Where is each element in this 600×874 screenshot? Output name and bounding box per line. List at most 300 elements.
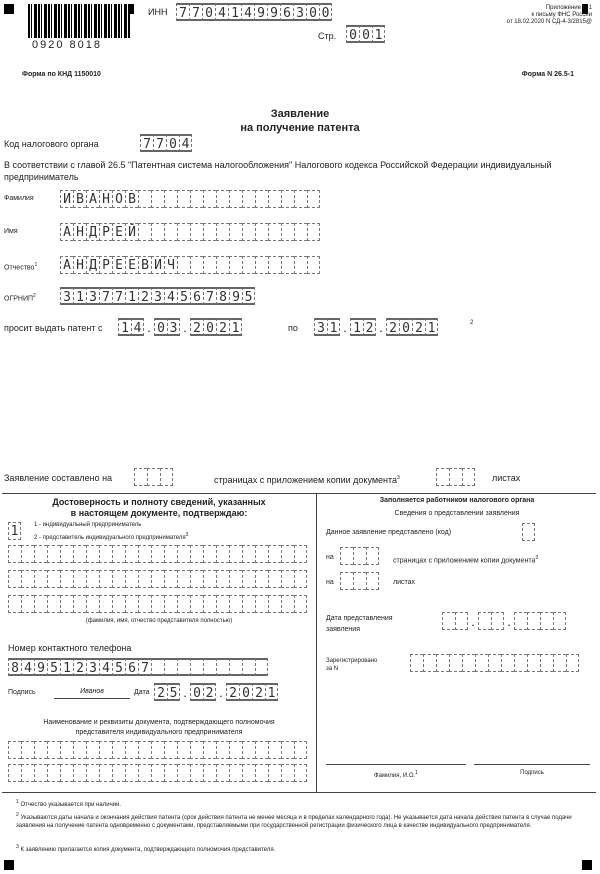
inn-field[interactable] — [176, 3, 332, 21]
char-cell[interactable] — [34, 545, 47, 563]
char-cell[interactable] — [34, 595, 47, 613]
char-cell[interactable]: 0 — [203, 318, 216, 336]
char-cell[interactable] — [522, 523, 535, 541]
char-cell[interactable] — [366, 572, 379, 590]
char-cell[interactable] — [125, 570, 138, 588]
char-cell[interactable] — [190, 741, 203, 759]
char-cell[interactable]: 7 — [153, 134, 166, 152]
char-cell[interactable] — [112, 570, 125, 588]
char-cell[interactable]: Й — [125, 223, 138, 241]
char-cell[interactable]: А — [60, 223, 73, 241]
char-cell[interactable] — [190, 658, 203, 676]
char-cell[interactable] — [242, 595, 255, 613]
char-cell[interactable] — [488, 654, 501, 672]
char-cell[interactable]: 5 — [47, 658, 60, 676]
char-cell[interactable] — [216, 190, 229, 208]
char-cell[interactable] — [294, 256, 307, 274]
char-cell[interactable]: 8 — [8, 658, 21, 676]
char-cell[interactable] — [514, 612, 527, 630]
char-cell[interactable] — [151, 223, 164, 241]
char-cell[interactable]: 3 — [314, 318, 327, 336]
char-cell[interactable] — [410, 654, 423, 672]
char-cell[interactable] — [60, 545, 73, 563]
char-cell[interactable] — [164, 741, 177, 759]
char-cell[interactable] — [242, 256, 255, 274]
char-cell[interactable] — [229, 570, 242, 588]
char-cell[interactable] — [229, 764, 242, 782]
phone-field[interactable] — [8, 658, 268, 676]
char-cell[interactable]: 3 — [151, 287, 164, 305]
char-cell[interactable] — [47, 570, 60, 588]
char-cell[interactable] — [442, 612, 455, 630]
char-cell[interactable] — [190, 190, 203, 208]
char-cell[interactable]: 2 — [252, 683, 265, 701]
char-cell[interactable] — [491, 612, 504, 630]
char-cell[interactable] — [164, 595, 177, 613]
date-to-field[interactable] — [314, 318, 438, 336]
char-cell[interactable] — [34, 570, 47, 588]
char-cell[interactable] — [281, 764, 294, 782]
char-cell[interactable] — [138, 190, 151, 208]
char-cell[interactable] — [203, 741, 216, 759]
char-cell[interactable]: 3 — [86, 287, 99, 305]
char-cell[interactable] — [125, 595, 138, 613]
char-cell[interactable] — [281, 741, 294, 759]
char-cell[interactable] — [540, 654, 553, 672]
char-cell[interactable]: 1 — [425, 318, 438, 336]
char-cell[interactable] — [47, 545, 60, 563]
char-cell[interactable] — [160, 468, 173, 486]
char-cell[interactable] — [86, 595, 99, 613]
char-cell[interactable]: 2 — [386, 318, 399, 336]
char-cell[interactable] — [112, 764, 125, 782]
char-cell[interactable]: 9 — [229, 287, 242, 305]
char-cell[interactable] — [177, 545, 190, 563]
char-cell[interactable]: А — [86, 190, 99, 208]
char-cell[interactable] — [242, 658, 255, 676]
char-cell[interactable] — [177, 658, 190, 676]
char-cell[interactable] — [190, 570, 203, 588]
char-cell[interactable] — [255, 256, 268, 274]
char-cell[interactable] — [86, 545, 99, 563]
char-cell[interactable] — [229, 595, 242, 613]
char-cell[interactable]: 2 — [154, 683, 167, 701]
char-cell[interactable] — [112, 595, 125, 613]
char-cell[interactable] — [203, 764, 216, 782]
char-cell[interactable] — [8, 545, 21, 563]
char-cell[interactable] — [353, 572, 366, 590]
char-cell[interactable]: 6 — [280, 3, 293, 21]
char-cell[interactable] — [177, 223, 190, 241]
char-cell[interactable] — [190, 764, 203, 782]
char-cell[interactable] — [281, 570, 294, 588]
char-cell[interactable] — [34, 764, 47, 782]
char-cell[interactable]: Н — [73, 256, 86, 274]
char-cell[interactable] — [281, 190, 294, 208]
char-cell[interactable] — [86, 570, 99, 588]
char-cell[interactable]: Н — [99, 190, 112, 208]
char-cell[interactable]: 6 — [190, 287, 203, 305]
char-cell[interactable] — [242, 764, 255, 782]
char-cell[interactable] — [73, 595, 86, 613]
char-cell[interactable] — [134, 468, 147, 486]
char-cell[interactable] — [138, 223, 151, 241]
char-cell[interactable] — [151, 595, 164, 613]
char-cell[interactable] — [242, 190, 255, 208]
char-cell[interactable] — [423, 654, 436, 672]
char-cell[interactable] — [99, 570, 112, 588]
char-cell[interactable] — [99, 764, 112, 782]
char-cell[interactable] — [281, 545, 294, 563]
char-cell[interactable] — [177, 570, 190, 588]
char-cell[interactable] — [190, 545, 203, 563]
char-cell[interactable] — [216, 570, 229, 588]
char-cell[interactable] — [203, 256, 216, 274]
char-cell[interactable] — [307, 190, 320, 208]
char-cell[interactable] — [147, 468, 160, 486]
char-cell[interactable] — [190, 256, 203, 274]
char-cell[interactable] — [255, 658, 268, 676]
char-cell[interactable] — [177, 764, 190, 782]
char-cell[interactable]: 0 — [399, 318, 412, 336]
char-cell[interactable]: 4 — [21, 658, 34, 676]
char-cell[interactable]: 3 — [60, 287, 73, 305]
char-cell[interactable]: 3 — [293, 3, 306, 21]
char-cell[interactable] — [177, 741, 190, 759]
char-cell[interactable] — [294, 190, 307, 208]
pages-field[interactable] — [134, 468, 173, 486]
char-cell[interactable] — [268, 764, 281, 782]
char-cell[interactable] — [540, 612, 553, 630]
char-cell[interactable] — [203, 595, 216, 613]
char-cell[interactable] — [294, 570, 307, 588]
char-cell[interactable]: 0 — [306, 3, 319, 21]
char-cell[interactable] — [99, 741, 112, 759]
char-cell[interactable] — [242, 570, 255, 588]
char-cell[interactable]: 4 — [179, 134, 192, 152]
char-cell[interactable]: Д — [86, 256, 99, 274]
char-cell[interactable] — [255, 223, 268, 241]
char-cell[interactable]: В — [138, 256, 151, 274]
char-cell[interactable] — [307, 256, 320, 274]
char-cell[interactable] — [164, 190, 177, 208]
char-cell[interactable] — [151, 741, 164, 759]
char-cell[interactable]: 0 — [166, 134, 179, 152]
char-cell[interactable]: 2 — [190, 318, 203, 336]
char-cell[interactable] — [501, 654, 514, 672]
char-cell[interactable] — [21, 764, 34, 782]
char-cell[interactable]: 5 — [112, 658, 125, 676]
char-cell[interactable] — [151, 190, 164, 208]
char-cell[interactable] — [8, 741, 21, 759]
char-cell[interactable] — [353, 547, 366, 565]
char-cell[interactable]: 5 — [177, 287, 190, 305]
char-cell[interactable] — [229, 190, 242, 208]
char-cell[interactable] — [294, 545, 307, 563]
char-cell[interactable] — [216, 256, 229, 274]
char-cell[interactable] — [216, 764, 229, 782]
char-cell[interactable]: 4 — [99, 658, 112, 676]
document-field[interactable] — [8, 741, 307, 759]
char-cell[interactable] — [255, 595, 268, 613]
received-sheets-field[interactable] — [340, 572, 379, 590]
registration-number-field[interactable] — [410, 654, 579, 672]
char-cell[interactable] — [47, 741, 60, 759]
char-cell[interactable] — [47, 764, 60, 782]
char-cell[interactable] — [177, 256, 190, 274]
char-cell[interactable]: 0 — [154, 318, 167, 336]
char-cell[interactable] — [449, 654, 462, 672]
char-cell[interactable]: 1 — [60, 658, 73, 676]
char-cell[interactable] — [60, 741, 73, 759]
char-cell[interactable]: О — [112, 190, 125, 208]
char-cell[interactable] — [8, 595, 21, 613]
char-cell[interactable] — [268, 595, 281, 613]
char-cell[interactable] — [281, 256, 294, 274]
char-cell[interactable] — [229, 256, 242, 274]
char-cell[interactable] — [294, 741, 307, 759]
char-cell[interactable] — [125, 741, 138, 759]
sign-date-field[interactable] — [154, 683, 278, 701]
char-cell[interactable] — [242, 223, 255, 241]
name-field[interactable] — [60, 223, 320, 241]
char-cell[interactable] — [86, 764, 99, 782]
char-cell[interactable] — [73, 545, 86, 563]
char-cell[interactable] — [268, 570, 281, 588]
representative-fio-field[interactable] — [8, 595, 307, 613]
char-cell[interactable] — [281, 595, 294, 613]
char-cell[interactable]: 5 — [242, 287, 255, 305]
char-cell[interactable]: 1 — [327, 318, 340, 336]
char-cell[interactable] — [138, 764, 151, 782]
char-cell[interactable]: 2 — [216, 318, 229, 336]
char-cell[interactable]: Е — [112, 256, 125, 274]
char-cell[interactable] — [164, 570, 177, 588]
char-cell[interactable]: 6 — [125, 658, 138, 676]
presented-date-field[interactable] — [442, 612, 566, 630]
char-cell[interactable] — [203, 658, 216, 676]
char-cell[interactable] — [449, 468, 462, 486]
char-cell[interactable] — [216, 595, 229, 613]
char-cell[interactable] — [475, 654, 488, 672]
char-cell[interactable] — [566, 654, 579, 672]
char-cell[interactable] — [8, 764, 21, 782]
char-cell[interactable] — [514, 654, 527, 672]
char-cell[interactable] — [21, 570, 34, 588]
char-cell[interactable] — [151, 570, 164, 588]
char-cell[interactable] — [478, 612, 491, 630]
char-cell[interactable] — [216, 223, 229, 241]
char-cell[interactable] — [229, 545, 242, 563]
char-cell[interactable] — [216, 741, 229, 759]
char-cell[interactable]: 9 — [267, 3, 280, 21]
char-cell[interactable] — [216, 545, 229, 563]
char-cell[interactable] — [216, 658, 229, 676]
char-cell[interactable]: 7 — [176, 3, 189, 21]
char-cell[interactable] — [60, 764, 73, 782]
char-cell[interactable]: 1 — [350, 318, 363, 336]
char-cell[interactable]: 4 — [215, 3, 228, 21]
char-cell[interactable]: 9 — [34, 658, 47, 676]
char-cell[interactable]: 0 — [202, 3, 215, 21]
document-field[interactable] — [8, 764, 307, 782]
ogrnip-field[interactable] — [60, 287, 255, 305]
char-cell[interactable]: В — [73, 190, 86, 208]
char-cell[interactable] — [281, 223, 294, 241]
char-cell[interactable]: 5 — [167, 683, 180, 701]
char-cell[interactable] — [177, 595, 190, 613]
char-cell[interactable] — [125, 764, 138, 782]
char-cell[interactable] — [527, 654, 540, 672]
char-cell[interactable] — [553, 654, 566, 672]
char-cell[interactable] — [34, 741, 47, 759]
char-cell[interactable] — [190, 595, 203, 613]
patronymic-field[interactable] — [60, 256, 320, 274]
char-cell[interactable]: 0 — [239, 683, 252, 701]
char-cell[interactable] — [164, 658, 177, 676]
char-cell[interactable] — [242, 545, 255, 563]
representative-fio-field[interactable] — [8, 545, 307, 563]
char-cell[interactable] — [112, 545, 125, 563]
char-cell[interactable] — [86, 741, 99, 759]
char-cell[interactable]: 0 — [346, 25, 359, 43]
char-cell[interactable] — [125, 545, 138, 563]
char-cell[interactable] — [255, 545, 268, 563]
char-cell[interactable] — [21, 741, 34, 759]
char-cell[interactable] — [268, 256, 281, 274]
char-cell[interactable] — [73, 570, 86, 588]
char-cell[interactable]: Ч — [164, 256, 177, 274]
char-cell[interactable]: 8 — [216, 287, 229, 305]
char-cell[interactable]: И — [60, 190, 73, 208]
sheets-field[interactable] — [436, 468, 475, 486]
char-cell[interactable] — [255, 741, 268, 759]
char-cell[interactable]: 7 — [112, 287, 125, 305]
char-cell[interactable] — [99, 595, 112, 613]
char-cell[interactable] — [229, 223, 242, 241]
date-from-field[interactable] — [118, 318, 242, 336]
char-cell[interactable] — [462, 654, 475, 672]
char-cell[interactable]: Е — [112, 223, 125, 241]
char-cell[interactable]: Е — [125, 256, 138, 274]
char-cell[interactable]: В — [125, 190, 138, 208]
char-cell[interactable] — [268, 223, 281, 241]
char-cell[interactable] — [177, 190, 190, 208]
char-cell[interactable]: 2 — [412, 318, 425, 336]
char-cell[interactable]: Н — [73, 223, 86, 241]
char-cell[interactable]: 7 — [138, 658, 151, 676]
char-cell[interactable]: 0 — [359, 25, 372, 43]
char-cell[interactable]: 3 — [86, 658, 99, 676]
char-cell[interactable] — [203, 223, 216, 241]
char-cell[interactable]: Д — [86, 223, 99, 241]
char-cell[interactable] — [462, 468, 475, 486]
char-cell[interactable]: 0 — [319, 3, 332, 21]
char-cell[interactable]: 2 — [226, 683, 239, 701]
char-cell[interactable]: 1 — [8, 522, 21, 540]
char-cell[interactable] — [60, 595, 73, 613]
char-cell[interactable] — [151, 545, 164, 563]
char-cell[interactable] — [307, 223, 320, 241]
char-cell[interactable] — [151, 764, 164, 782]
char-cell[interactable] — [73, 764, 86, 782]
signer-code-field[interactable] — [8, 522, 21, 540]
char-cell[interactable] — [242, 741, 255, 759]
char-cell[interactable] — [47, 595, 60, 613]
char-cell[interactable]: 2 — [138, 287, 151, 305]
char-cell[interactable] — [340, 572, 353, 590]
char-cell[interactable]: Р — [99, 223, 112, 241]
char-cell[interactable] — [527, 612, 540, 630]
received-pages-field[interactable] — [340, 547, 379, 565]
tax-office-field[interactable] — [140, 134, 192, 152]
char-cell[interactable] — [164, 764, 177, 782]
char-cell[interactable] — [190, 223, 203, 241]
char-cell[interactable]: Р — [99, 256, 112, 274]
char-cell[interactable] — [294, 223, 307, 241]
char-cell[interactable]: 3 — [167, 318, 180, 336]
char-cell[interactable]: 1 — [118, 318, 131, 336]
char-cell[interactable] — [164, 545, 177, 563]
char-cell[interactable] — [455, 612, 468, 630]
char-cell[interactable] — [268, 545, 281, 563]
char-cell[interactable]: 4 — [164, 287, 177, 305]
char-cell[interactable] — [21, 595, 34, 613]
char-cell[interactable]: 2 — [363, 318, 376, 336]
char-cell[interactable] — [21, 545, 34, 563]
char-cell[interactable]: 1 — [372, 25, 385, 43]
char-cell[interactable] — [255, 764, 268, 782]
char-cell[interactable] — [203, 570, 216, 588]
char-cell[interactable] — [73, 741, 86, 759]
char-cell[interactable] — [138, 545, 151, 563]
char-cell[interactable] — [366, 547, 379, 565]
char-cell[interactable]: 7 — [140, 134, 153, 152]
char-cell[interactable] — [203, 190, 216, 208]
surname-field[interactable] — [60, 190, 320, 208]
char-cell[interactable] — [138, 570, 151, 588]
char-cell[interactable]: 1 — [73, 287, 86, 305]
char-cell[interactable]: 1 — [265, 683, 278, 701]
char-cell[interactable] — [255, 190, 268, 208]
presented-code-field[interactable] — [522, 523, 535, 541]
char-cell[interactable] — [436, 654, 449, 672]
char-cell[interactable] — [553, 612, 566, 630]
char-cell[interactable] — [8, 570, 21, 588]
char-cell[interactable] — [229, 658, 242, 676]
char-cell[interactable]: 1 — [229, 318, 242, 336]
char-cell[interactable]: 4 — [241, 3, 254, 21]
char-cell[interactable] — [60, 570, 73, 588]
char-cell[interactable] — [294, 595, 307, 613]
char-cell[interactable] — [294, 764, 307, 782]
char-cell[interactable] — [268, 741, 281, 759]
char-cell[interactable]: И — [151, 256, 164, 274]
char-cell[interactable]: 7 — [203, 287, 216, 305]
char-cell[interactable] — [138, 595, 151, 613]
char-cell[interactable] — [255, 570, 268, 588]
char-cell[interactable]: 7 — [189, 3, 202, 21]
char-cell[interactable] — [436, 468, 449, 486]
representative-fio-field[interactable] — [8, 570, 307, 588]
char-cell[interactable]: 4 — [131, 318, 144, 336]
char-cell[interactable]: 9 — [254, 3, 267, 21]
char-cell[interactable] — [112, 741, 125, 759]
char-cell[interactable] — [151, 658, 164, 676]
char-cell[interactable]: 1 — [125, 287, 138, 305]
char-cell[interactable]: 0 — [190, 683, 203, 701]
char-cell[interactable]: 1 — [228, 3, 241, 21]
